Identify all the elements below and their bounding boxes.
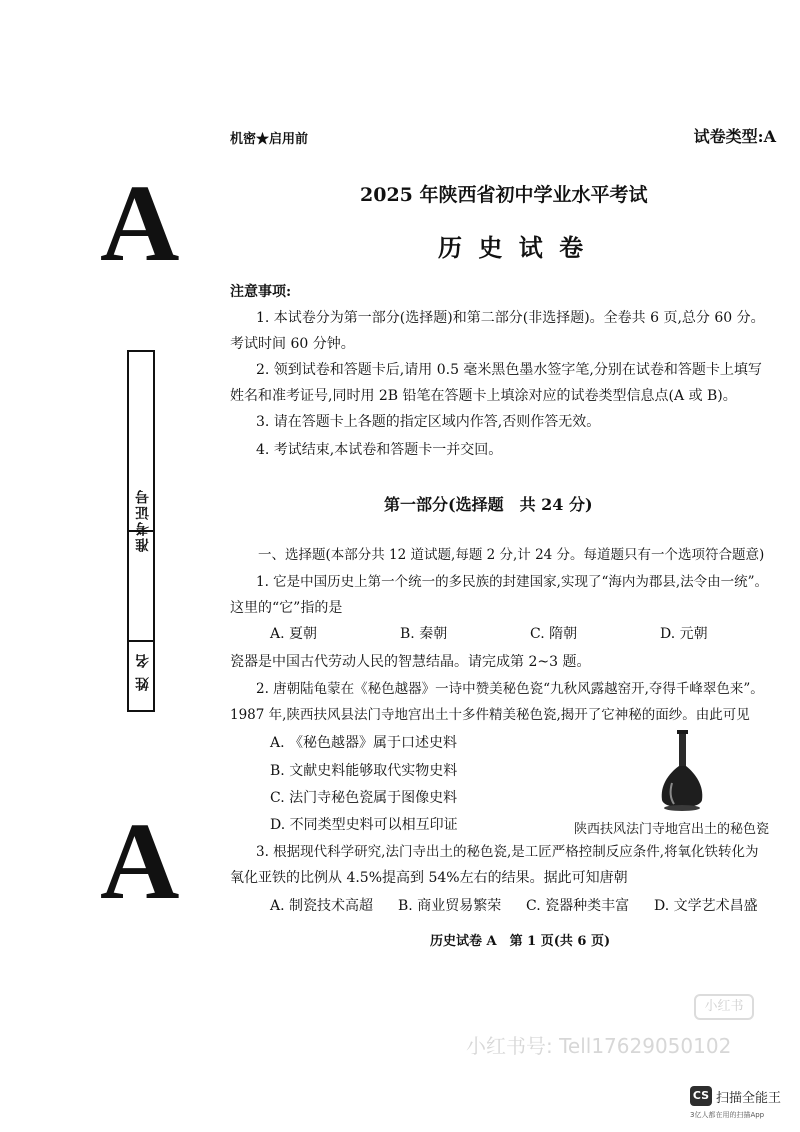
box-divider — [129, 640, 153, 642]
q3-stem: 3. 根据现代科学研究,法门寺出土的秘色瓷,是工匠严格控制反应条件,将氧化铁转化为 — [256, 844, 759, 860]
camscanner-logo-icon: CS — [690, 1086, 712, 1106]
q1-options — [270, 624, 708, 644]
paper-type-label: 试卷类型:A — [693, 127, 776, 146]
q3-option-b: B. 商业贸易繁荣 — [398, 898, 502, 914]
notice-heading: 注意事项: — [230, 284, 292, 300]
exam-number-field-label: 准考证号 — [135, 488, 151, 552]
part1-instruction: 一、选择题(本部分共 12 道试题,每题 2 分,计 24 分。每道题只有一个选项符合题意) — [258, 547, 765, 563]
q3-option-a: A. 制瓷技术高超 — [270, 898, 374, 914]
q1-option-a: A. 夏朝 — [270, 626, 318, 642]
q2-option-b: B. 文献史料能够取代实物史料 — [270, 763, 458, 779]
notice-item-2-cont: 姓名和准考证号,同时用 2B 铅笔在答题卡上填涂对应的试卷类型信息点(A 或 B)。 — [230, 388, 737, 404]
part1-heading: 第一部分(选择题 共 24 分) — [384, 495, 593, 514]
paper-type-letter-top: A — [100, 162, 180, 284]
q1-stem: 1. 它是中国历史上第一个统一的多民族的封建国家,实现了“海内为郡县,法令由一统”。 — [256, 574, 769, 590]
q3-options — [270, 896, 758, 916]
q2-option-d: D. 不同类型史料可以相互印证 — [270, 817, 458, 833]
confidential-label: 机密★启用前 — [230, 132, 309, 147]
q2-stem: 2. 唐朝陆龟蒙在《秘色越器》一诗中赞美秘色瓷“九秋风露越窑开,夺得千峰翠色来”。 — [256, 681, 764, 697]
q3-option-c: C. 瓷器种类丰富 — [526, 898, 630, 914]
celadon-vase-image — [652, 728, 712, 814]
q3-option-d: D. 文学艺术昌盛 — [654, 898, 758, 914]
q2-stem-cont: 1987 年,陕西扶风县法门寺地宫出土十多件精美秘色瓷,揭开了它神秘的面纱。由此可见 — [230, 707, 750, 723]
watermark-text: 小红书号: Tell17629050102 — [466, 1034, 732, 1058]
scanner-app-name: 扫描全能王 — [716, 1091, 782, 1106]
watermark-badge: 小红书 — [694, 994, 754, 1020]
vase-caption: 陕西扶风法门寺地宫出土的秘色瓷 — [574, 822, 770, 837]
q2-option-c: C. 法门寺秘色瓷属于图像史料 — [270, 790, 458, 806]
name-field-label: 姓 名 — [135, 652, 151, 691]
q1-stem-cont: 这里的“它”指的是 — [230, 600, 343, 616]
notice-item-2: 2. 领到试卷和答题卡后,请用 0.5 毫米黑色墨水签字笔,分别在试卷和答题卡上填写 — [256, 362, 762, 378]
scanner-tagline: 3亿人都在用的扫描App — [690, 1111, 765, 1119]
notice-item-3: 3. 请在答题卡上各题的指定区域内作答,否则作答无效。 — [256, 414, 601, 430]
q1-option-b: B. 秦朝 — [400, 626, 448, 642]
q1-option-d: D. 元朝 — [660, 626, 708, 642]
page-footer: 历史试卷 A 第 1 页(共 6 页) — [430, 934, 611, 949]
q1-option-c: C. 隋朝 — [530, 626, 578, 642]
q2-option-a: A. 《秘色越器》属于口述史料 — [270, 735, 458, 751]
notice-item-1: 1. 本试卷分为第一部分(选择题)和第二部分(非选择题)。全卷共 6 页,总分 60 分。 — [256, 310, 765, 326]
candidate-info-box — [127, 350, 155, 712]
paper-subtitle: 历 史 试 卷 — [438, 233, 588, 262]
notice-item-1-cont: 考试时间 60 分钟。 — [230, 336, 355, 352]
q3-stem-cont: 氧化亚铁的比例从 4.5%提高到 54%左右的结果。据此可知唐朝 — [230, 870, 628, 886]
notice-item-4: 4. 考试结束,本试卷和答题卡一并交回。 — [256, 442, 503, 458]
group-intro: 瓷器是中国古代劳动人民的智慧结晶。请完成第 2~3 题。 — [230, 654, 591, 670]
paper-type-letter-bottom: A — [100, 800, 180, 922]
exam-title: 2025 年陕西省初中学业水平考试 — [360, 184, 648, 206]
